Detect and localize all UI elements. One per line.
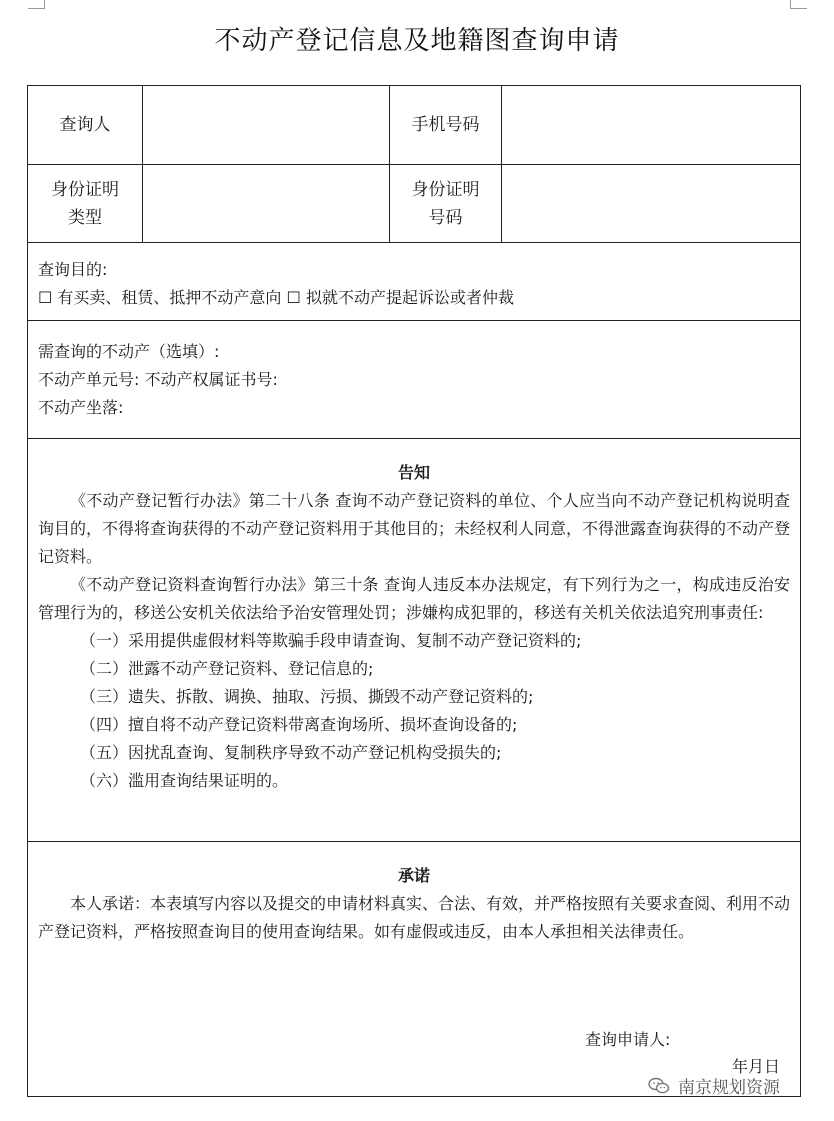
purpose-option-trade[interactable]: ☐ 有买卖、租赁、抵押不动产意向 (38, 288, 282, 307)
application-form (27, 85, 801, 1097)
notice-row (28, 439, 800, 842)
id-type-label-line1: 身份证明 (51, 179, 119, 200)
watermark (648, 1073, 780, 1098)
page-corner-mark-left (28, 0, 45, 9)
id-row (28, 165, 800, 243)
promise-heading: 承诺 (397, 866, 430, 885)
wechat-icon (648, 1077, 670, 1095)
location-label: 不动产坐落: (38, 398, 124, 417)
unit-number-label: 不动产单元号: (38, 370, 140, 389)
signature-label: 查询申请人: (585, 1030, 671, 1049)
purpose-label: 查询目的: (38, 260, 108, 279)
notice-item-1: （一）采用提供虚假材料等欺骗手段申请查询、复制不动产登记资料的; (80, 631, 582, 650)
purpose-option-litigation[interactable]: ☐ 拟就不动产提起诉讼或者仲裁 (286, 288, 514, 307)
notice-paragraph-2: 《不动产登记资料查询暂行办法》第三十条 查询人违反本办法规定，有下列行为之一，构成违反治安管理行为的，移送公安机关依法给予治安管理处罚；涉嫌构成犯罪的，移送有关机关依法追究刑事责任: (38, 575, 790, 622)
property-row (28, 321, 800, 439)
id-number-label-line1: 身份证明 (411, 179, 480, 200)
property-label: 需查询的不动产（选填）: (38, 342, 220, 361)
applicant-input[interactable] (142, 86, 389, 164)
purpose-section (28, 256, 800, 312)
notice-item-2: （二）泄露不动产登记资料、登记信息的; (80, 659, 374, 678)
phone-input[interactable] (501, 86, 800, 164)
notice-item-5: （五）因扰乱查询、复制秩序导致不动产登记机构受损失的; (80, 743, 502, 762)
promise-section (28, 862, 800, 946)
applicant-label: 查询人 (59, 115, 111, 135)
applicant-row (28, 86, 800, 165)
purpose-options (38, 284, 800, 312)
notice-heading: 告知 (397, 463, 430, 482)
id-number-input[interactable] (501, 165, 800, 242)
id-type-input[interactable] (142, 165, 389, 242)
page-corner-mark-right (790, 0, 807, 9)
document-title: 不动产登记信息及地籍图查询申请 (214, 26, 620, 56)
notice-item-3: （三）遗失、拆散、调换、抽取、污损、撕毁不动产登记资料的; (80, 687, 534, 706)
notice-item-6: （六）滥用查询结果证明的。 (80, 771, 289, 790)
notice-item-4: （四）擅自将不动产登记资料带离查询场所、损坏查询设备的; (80, 715, 518, 734)
certificate-number-label: 不动产权属证书号: (144, 370, 278, 389)
notice-section (28, 459, 800, 795)
watermark-text: 南京规划资源 (678, 1078, 780, 1098)
phone-label: 手机号码 (389, 86, 501, 164)
id-number-label (389, 165, 501, 242)
date-label: 年月日 (732, 1057, 781, 1076)
purpose-row (28, 243, 800, 321)
id-type-label (28, 165, 142, 242)
id-number-label-line2: 号码 (428, 207, 463, 228)
notice-paragraph-1: 《不动产登记暂行办法》第二十八条 查询不动产登记资料的单位、个人应当向不动产登记机构说明查询目的，不得将查询获得的不动产登记资料用于其他目的；未经权利人同意，不得泄露查询获得的不动产登记资料。 (38, 491, 791, 566)
id-type-label-line2: 类型 (68, 207, 102, 228)
promise-text: 本人承诺：本表填写内容以及提交的申请材料真实、合法、有效，并严格按照有关要求查阅、利用不动产登记资料，严格按照查询目的使用查询结果。如有虚假或违反，由本人承担相关法律责任。 (38, 894, 791, 941)
property-section (28, 338, 800, 422)
